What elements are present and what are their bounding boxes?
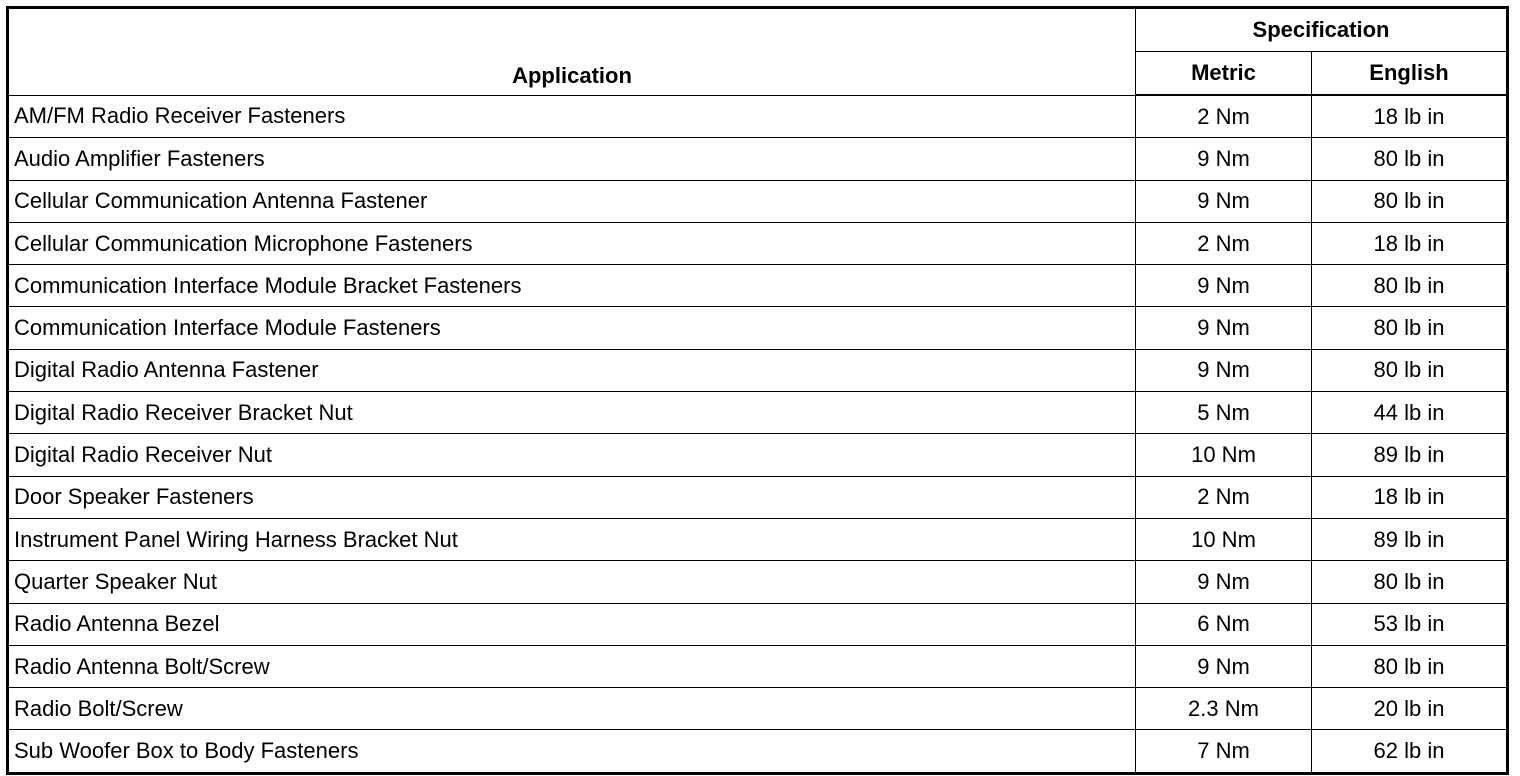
application-cell: Digital Radio Receiver Bracket Nut xyxy=(8,392,1136,434)
application-cell: Cellular Communication Microphone Fasteners xyxy=(8,222,1136,264)
english-value-cell: 18 lb in xyxy=(1312,95,1508,138)
application-cell: Quarter Speaker Nut xyxy=(8,561,1136,603)
metric-value-cell: 5 Nm xyxy=(1136,392,1312,434)
table-row xyxy=(8,730,1508,773)
metric-value-cell: 10 Nm xyxy=(1136,434,1312,476)
table-row xyxy=(8,688,1508,730)
table-row xyxy=(8,392,1508,434)
table-row xyxy=(8,265,1508,307)
specification-group-header: Specification xyxy=(1136,8,1508,52)
application-cell: Communication Interface Module Bracket Fasteners xyxy=(8,265,1136,307)
application-cell: Sub Woofer Box to Body Fasteners xyxy=(8,730,1136,773)
metric-value-cell: 9 Nm xyxy=(1136,349,1312,391)
english-value-cell: 80 lb in xyxy=(1312,138,1508,180)
table-row xyxy=(8,138,1508,180)
table-row xyxy=(8,518,1508,560)
metric-value-cell: 2 Nm xyxy=(1136,476,1312,518)
english-value-cell: 44 lb in xyxy=(1312,392,1508,434)
english-value-cell: 80 lb in xyxy=(1312,561,1508,603)
english-value-cell: 80 lb in xyxy=(1312,307,1508,349)
application-cell: Door Speaker Fasteners xyxy=(8,476,1136,518)
table-row xyxy=(8,476,1508,518)
table-row xyxy=(8,222,1508,264)
table-row xyxy=(8,645,1508,687)
english-value-cell: 20 lb in xyxy=(1312,688,1508,730)
application-cell: Radio Antenna Bezel xyxy=(8,603,1136,645)
fastener-torque-spec-table xyxy=(6,6,1509,775)
metric-column-header: Metric xyxy=(1136,52,1312,96)
metric-value-cell: 9 Nm xyxy=(1136,645,1312,687)
metric-value-cell: 9 Nm xyxy=(1136,265,1312,307)
english-value-cell: 89 lb in xyxy=(1312,518,1508,560)
application-cell: Cellular Communication Antenna Fastener xyxy=(8,180,1136,222)
table-row xyxy=(8,180,1508,222)
application-cell: Communication Interface Module Fasteners xyxy=(8,307,1136,349)
metric-value-cell: 9 Nm xyxy=(1136,138,1312,180)
table-row xyxy=(8,349,1508,391)
english-value-cell: 80 lb in xyxy=(1312,645,1508,687)
table-row xyxy=(8,603,1508,645)
application-cell: AM/FM Radio Receiver Fasteners xyxy=(8,95,1136,138)
table-header xyxy=(8,8,1508,96)
metric-value-cell: 9 Nm xyxy=(1136,307,1312,349)
english-value-cell: 62 lb in xyxy=(1312,730,1508,773)
application-cell: Digital Radio Receiver Nut xyxy=(8,434,1136,476)
metric-value-cell: 9 Nm xyxy=(1136,561,1312,603)
english-value-cell: 18 lb in xyxy=(1312,476,1508,518)
metric-value-cell: 10 Nm xyxy=(1136,518,1312,560)
metric-value-cell: 9 Nm xyxy=(1136,180,1312,222)
table-row xyxy=(8,307,1508,349)
table-row xyxy=(8,561,1508,603)
application-cell: Digital Radio Antenna Fastener xyxy=(8,349,1136,391)
english-value-cell: 80 lb in xyxy=(1312,180,1508,222)
english-value-cell: 80 lb in xyxy=(1312,265,1508,307)
table-body xyxy=(8,95,1508,773)
metric-value-cell: 7 Nm xyxy=(1136,730,1312,773)
english-value-cell: 89 lb in xyxy=(1312,434,1508,476)
application-cell: Audio Amplifier Fasteners xyxy=(8,138,1136,180)
header-row-top xyxy=(8,8,1508,52)
metric-value-cell: 2 Nm xyxy=(1136,222,1312,264)
english-value-cell: 53 lb in xyxy=(1312,603,1508,645)
application-cell: Instrument Panel Wiring Harness Bracket Nut xyxy=(8,518,1136,560)
table-row xyxy=(8,434,1508,476)
english-value-cell: 80 lb in xyxy=(1312,349,1508,391)
english-value-cell: 18 lb in xyxy=(1312,222,1508,264)
application-column-header: Application xyxy=(8,8,1136,96)
application-cell: Radio Antenna Bolt/Screw xyxy=(8,645,1136,687)
english-column-header: English xyxy=(1312,52,1508,96)
metric-value-cell: 2.3 Nm xyxy=(1136,688,1312,730)
application-cell: Radio Bolt/Screw xyxy=(8,688,1136,730)
metric-value-cell: 6 Nm xyxy=(1136,603,1312,645)
table-row xyxy=(8,95,1508,138)
metric-value-cell: 2 Nm xyxy=(1136,95,1312,138)
